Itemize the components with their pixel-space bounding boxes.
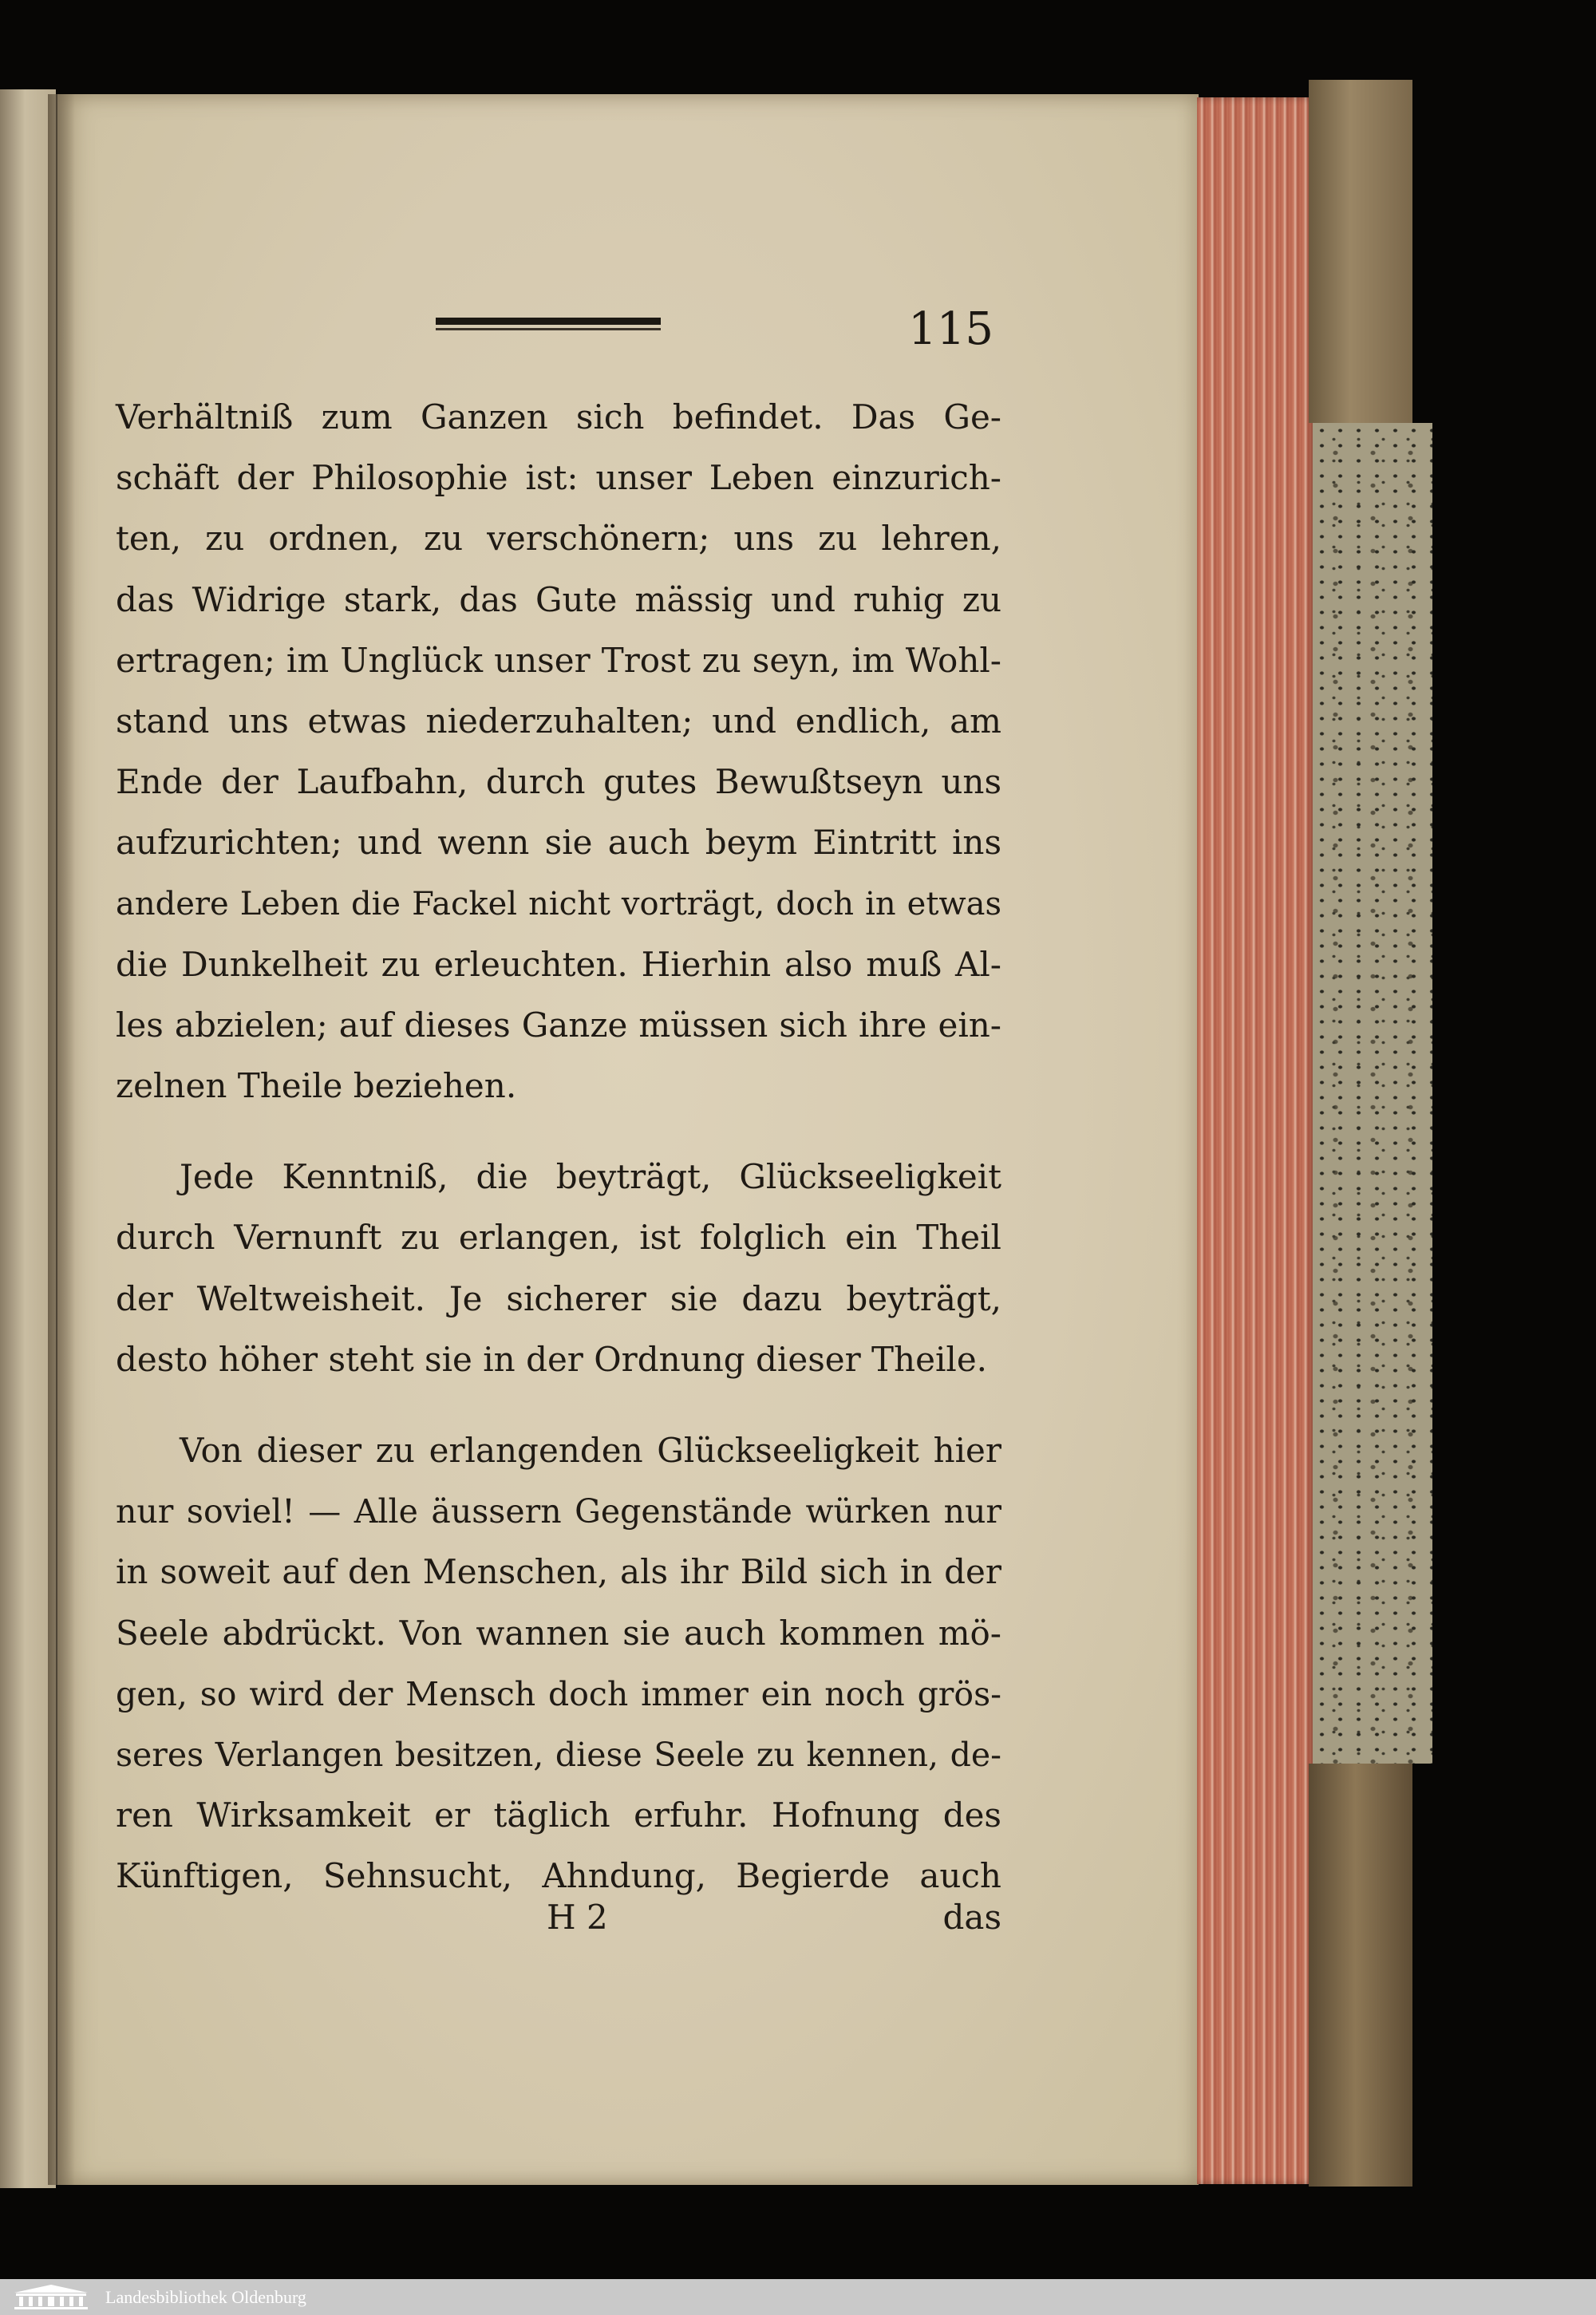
text-line: Verhältniß zum Ganzen sich befindet. Das Ge- [116, 397, 1001, 437]
paragraph-gap [116, 1116, 1001, 1147]
text-line: les abzielen; auf dieses Ganze müssen sich ihre ein- [116, 1005, 1001, 1045]
text-line: aufzurichten; und wenn sie auch beym Eintritt ins [116, 823, 1001, 863]
text-line: stand uns etwas niederzuhalten; und endlich, am [116, 701, 1001, 741]
text-line: gen, so wird der Mensch doch immer ein noch grös- [116, 1674, 1001, 1713]
binding-cover-bottom [1309, 1764, 1412, 2187]
text-line: in soweit auf den Menschen, als ihr Bild sich in der [116, 1552, 1001, 1592]
page-number: 115 [908, 303, 994, 355]
text-line: nur soviel! — Alle äussern Gegenstände würken nur [116, 1492, 1001, 1531]
text-line: Von dieser zu erlangenden Glückseeligkeit hier [180, 1431, 1001, 1470]
catchword: das [942, 1898, 1001, 1937]
text-line: Künftigen, Sehnsucht, Ahndung, Begierde auch [116, 1856, 1001, 1896]
page-gutter-shadow [48, 94, 75, 2185]
signature-mark: H 2 [547, 1898, 608, 1937]
page-edges [1197, 97, 1317, 2184]
text-line: desto höher steht sie in der Ordnung dieser Theile. [116, 1339, 988, 1379]
text-line: zelnen Theile beziehen. [116, 1066, 517, 1106]
text-line: Ende der Laufbahn, durch gutes Bewußtseyn uns [116, 762, 1001, 802]
text-line: Jede Kenntniß, die beyträgt, Glückseeligkeit [180, 1157, 1001, 1197]
marbled-cover [1313, 423, 1432, 1764]
body-text [116, 387, 1001, 1907]
text-line: Seele abdrückt. Von wannen sie auch kommen mö- [116, 1613, 1001, 1653]
text-line: der Weltweisheit. Je sicherer sie dazu beyträgt, [116, 1278, 1001, 1318]
text-line: seres Verlangen besitzen, diese Seele zu kennen, de- [116, 1735, 1001, 1774]
binding-cover-top [1309, 80, 1412, 423]
page-footer [116, 1898, 1001, 1954]
library-building-icon [11, 2283, 91, 2310]
text-line: das Widrige stark, das Gute mässig und ruhig zu [116, 579, 1001, 619]
paragraph-gap [116, 1390, 1001, 1420]
text-line: ertragen; im Unglück unser Trost zu seyn, im Wohl- [116, 640, 1001, 680]
text-line: ren Wirksamkeit er täglich erfuhr. Hofnung des [116, 1796, 1001, 1835]
text-line: andere Leben die Fackel nicht vorträgt, doch in etwas [116, 885, 1001, 922]
text-line: durch Vernunft zu erlangen, ist folglich ein Theil [116, 1218, 1001, 1258]
library-name: Landesbibliothek Oldenburg [105, 2287, 306, 2307]
header-ornament-rule [436, 318, 661, 335]
text-line: schäft der Philosophie ist: unser Leben einzurich- [116, 458, 1001, 498]
text-line: ten, zu ordnen, zu verschönern; uns zu lehren, [116, 519, 1001, 559]
text-line: die Dunkelheit zu erleuchten. Hierhin also muß Al- [116, 944, 1001, 984]
